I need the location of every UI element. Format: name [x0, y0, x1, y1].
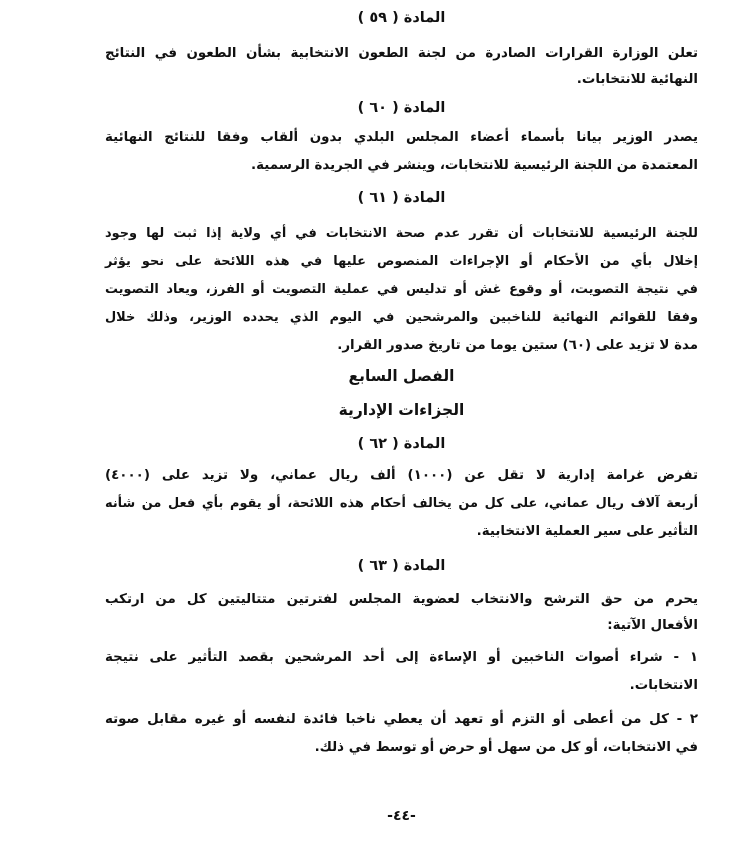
chapter-title: الجزاءات الإدارية — [338, 401, 465, 419]
article-61-line-3: في نتيجة التصويت، أو وقوع غش أو تدليس في عملية التصويت أو الفرز، ويعاد التصويت — [105, 282, 698, 297]
article-60-line-2: المعتمدة من اللجنة الرئيسية للانتخابات، وينشر في الجريدة الرسمية. — [251, 158, 698, 173]
article-60-line-1: يصدر الوزير بيانا بأسماء أعضاء المجلس البلدي بدون ألقاب وفقا للنتائج النهائية — [105, 130, 698, 145]
article-63-item-2-line-2: في الانتخابات، أو كل من سهل أو حرض أو توسط في ذلك. — [314, 740, 698, 755]
article-62-line-3: التأثير على سير العملية الانتخابية. — [476, 524, 698, 539]
article-61-heading: المادة ( ٦١ ) — [357, 190, 446, 206]
document-page — [105, 0, 698, 852]
article-62-line-2: أربعة آلاف ريال عماني، على كل من يخالف أحكام هذه اللائحة، أو يقوم بأي فعل من شأنه — [105, 496, 698, 511]
article-59-line-1: تعلن الوزارة القرارات الصادرة من لجنة الطعون الانتخابية بشأن الطعون في النتائج — [105, 46, 698, 61]
article-62-heading: المادة ( ٦٢ ) — [357, 436, 446, 452]
article-61-line-1: للجنة الرئيسية للانتخابات أن تقرر عدم صحة الانتخابات في أي ولاية إذا ثبت لها وجود — [105, 226, 698, 241]
article-63-intro-line-1: يحرم من حق الترشح والانتخاب لعضوية المجلس لفترتين متتاليتين كل من ارتكب — [105, 592, 698, 607]
article-63-heading: المادة ( ٦٣ ) — [357, 558, 446, 574]
article-59-heading: المادة ( ٥٩ ) — [357, 10, 446, 26]
article-62-line-1: تفرض غرامة إدارية لا تقل عن (١٠٠٠) ألف ريال عماني، ولا تزيد على (٤٠٠٠) — [105, 468, 698, 483]
article-61-line-2: إخلال بأي من الأحكام أو الإجراءات المنصوص عليها في هذه اللائحة على نحو يؤثر — [105, 254, 698, 269]
article-63-intro-line-2: الأفعال الآتية: — [607, 618, 698, 633]
page-number: -٤٤- — [387, 808, 416, 824]
chapter-number: الفصل السابع — [348, 367, 455, 385]
article-60-heading: المادة ( ٦٠ ) — [357, 100, 446, 116]
article-59-line-2: النهائية للانتخابات. — [576, 72, 698, 87]
article-63-item-1-line-1: ١ - شراء أصوات الناخبين أو الإساءة إلى أحد المرشحين بقصد التأثير على نتيجة — [105, 650, 698, 665]
article-63-item-2-line-1: ٢ - كل من أعطى أو التزم أو تعهد أن يعطي ناخبا فائدة لنفسه أو غيره مقابل صوته — [105, 712, 698, 727]
article-61-line-5: مدة لا تزيد على (٦٠) ستين يوما من تاريخ صدور القرار. — [337, 338, 698, 353]
article-61-line-4: وفقا للقوائم النهائية للناخبين والمرشحين في اليوم الذي يحدده الوزير، وذلك خلال — [105, 310, 698, 325]
article-63-item-1-line-2: الانتخابات. — [629, 678, 698, 693]
